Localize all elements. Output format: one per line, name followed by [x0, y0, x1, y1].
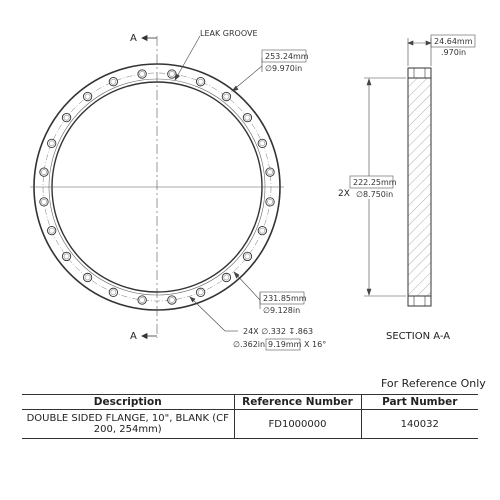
bolt-hole	[266, 198, 274, 206]
bolt-hole	[83, 92, 91, 100]
bolt-circle-leader	[234, 272, 260, 309]
centerlines	[30, 36, 284, 338]
bolt-hole	[109, 77, 117, 85]
cell-part-number: 140032	[361, 410, 478, 439]
bolt-hole	[196, 288, 204, 296]
inner-diameter-prefix: 2X	[338, 189, 350, 199]
bolt-hole	[83, 273, 91, 281]
bolt-hole	[62, 113, 70, 121]
table-row	[22, 410, 478, 439]
inner-diameter-mm: 222.25mm	[353, 178, 397, 187]
header-description: Description	[22, 395, 234, 410]
outer-diameter-in: ∅9.970in	[265, 64, 303, 73]
hole-callout-line1: 24X ∅.332 ↧.863	[243, 327, 314, 336]
bolt-circle-mm: 231.85mm	[263, 294, 307, 303]
bolt-hole	[243, 113, 251, 121]
header-reference-number: Reference Number	[234, 395, 361, 410]
inner-diameter-in: ∅8.750in	[356, 190, 394, 199]
bolt-hole	[40, 198, 48, 206]
cell-reference-number: FD1000000	[234, 410, 361, 439]
outer-diameter-leader	[232, 58, 262, 91]
bolt-hole	[109, 288, 117, 296]
bolt-hole	[222, 92, 230, 100]
reference-note: For Reference Only	[381, 377, 486, 390]
bolt-hole	[258, 139, 266, 147]
section-label: SECTION A-A	[386, 331, 451, 342]
table-header-row	[22, 395, 478, 410]
bolt-hole	[168, 296, 176, 304]
section-body-hatch	[408, 68, 431, 306]
thickness-mm: 24.64mm	[434, 37, 473, 46]
leak-groove-leader	[175, 36, 200, 80]
bolt-circle-in: ∅9.128in	[263, 306, 301, 315]
bolt-hole	[266, 168, 274, 176]
bolt-hole	[40, 168, 48, 176]
bolt-hole	[168, 70, 176, 78]
bolt-hole	[138, 296, 146, 304]
bolt-hole	[243, 252, 251, 260]
bolt-hole	[47, 139, 55, 147]
hole-callout-leader	[190, 297, 238, 331]
hole-callout-line2-b: 9.19mm	[268, 340, 302, 349]
thickness-dimension	[408, 38, 431, 66]
part-info-table	[22, 394, 478, 439]
bolt-hole	[196, 77, 204, 85]
hole-callout-line2-a: ∅.362in	[233, 340, 266, 349]
hole-callout-line2-c: X 16°	[304, 340, 327, 349]
section-view	[408, 68, 431, 306]
thickness-in: .970in	[441, 48, 467, 57]
bolt-hole	[258, 226, 266, 234]
cell-description: DOUBLE SIDED FLANGE, 10", BLANK (CF 200, 254mm)	[22, 410, 234, 439]
header-part-number: Part Number	[361, 395, 478, 410]
inner-diameter-dimension	[364, 78, 406, 296]
leak-groove-label: LEAK GROOVE	[200, 29, 258, 38]
bolt-hole	[222, 273, 230, 281]
bolt-hole	[62, 252, 70, 260]
section-marker-bottom: A	[130, 331, 137, 342]
bolt-hole	[47, 226, 55, 234]
section-marker-top: A	[130, 33, 137, 44]
outer-diameter-mm: 253.24mm	[265, 52, 309, 61]
bolt-hole	[138, 70, 146, 78]
